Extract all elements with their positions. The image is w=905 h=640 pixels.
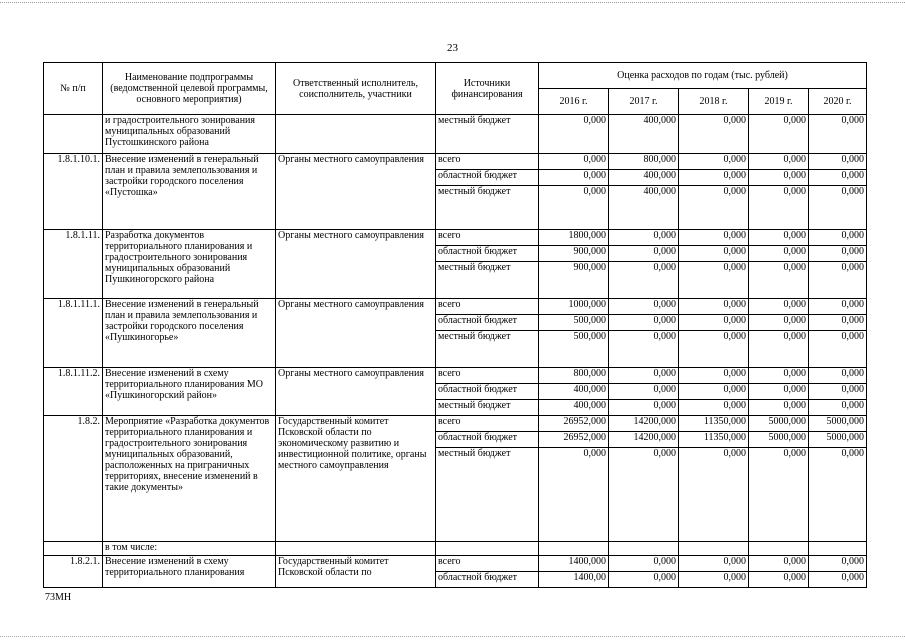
header-year: 2016 г. (539, 89, 609, 115)
amount-cell: 0,000 (679, 384, 749, 400)
amount-cell: 0,000 (749, 170, 809, 186)
amount-cell: 0,000 (679, 154, 749, 170)
empty-cell (539, 542, 609, 556)
header-year: 2018 г. (679, 89, 749, 115)
amount-cell: 0,000 (609, 400, 679, 416)
footer-code: 73МН (45, 592, 72, 603)
amount-cell: 0,000 (809, 230, 867, 246)
amount-cell: 800,000 (609, 154, 679, 170)
funding-source: местный бюджет (436, 262, 539, 299)
amount-cell: 0,000 (539, 154, 609, 170)
amount-cell: 500,000 (539, 315, 609, 331)
amount-cell: 0,000 (609, 246, 679, 262)
item-number: 1.8.1.11.2. (44, 368, 103, 416)
amount-cell: 0,000 (679, 262, 749, 299)
empty-cell (679, 542, 749, 556)
header-executor: Ответственный исполнитель, соисполнитель, участники (276, 63, 436, 115)
table-row (44, 115, 867, 154)
amount-cell: 0,000 (749, 572, 809, 588)
including-label: в том числе: (103, 542, 276, 556)
amount-cell: 5000,000 (749, 432, 809, 448)
amount-cell: 0,000 (749, 556, 809, 572)
amount-cell: 14200,000 (609, 432, 679, 448)
item-number: 1.8.2. (44, 416, 103, 542)
amount-cell: 0,000 (749, 368, 809, 384)
item-executor: Органы местного самоуправления (276, 230, 436, 299)
amount-cell: 0,000 (749, 115, 809, 154)
funding-source: всего (436, 154, 539, 170)
amount-cell: 0,000 (609, 315, 679, 331)
amount-cell: 5000,000 (809, 432, 867, 448)
empty-cell (749, 542, 809, 556)
amount-cell: 0,000 (679, 400, 749, 416)
funding-source: областной бюджет (436, 384, 539, 400)
table-row (44, 299, 867, 315)
table-row (44, 154, 867, 170)
funding-source: областной бюджет (436, 572, 539, 588)
table-row (44, 368, 867, 384)
amount-cell: 0,000 (809, 170, 867, 186)
amount-cell: 1000,000 (539, 299, 609, 315)
amount-cell: 14200,000 (609, 416, 679, 432)
item-name: Мероприятие «Разработка документов территориального планирования и градостроительного зонирования муниципальных образований, расположенных на приграничных территориях, внесение изменений в такие документы» (103, 416, 276, 542)
funding-source: всего (436, 230, 539, 246)
amount-cell: 0,000 (809, 368, 867, 384)
amount-cell: 0,000 (809, 186, 867, 230)
amount-cell: 0,000 (679, 299, 749, 315)
scan-bottom-edge (0, 636, 905, 637)
item-name: Внесение изменений в схему территориального планирования (103, 556, 276, 588)
funding-source: всего (436, 368, 539, 384)
item-name: Внесение изменений в генеральный план и правила землепользования и застройки городского поселения «Пушкиногорье» (103, 299, 276, 368)
expenditure-table (43, 62, 867, 588)
amount-cell: 0,000 (749, 331, 809, 368)
amount-cell: 0,000 (609, 331, 679, 368)
amount-cell: 800,000 (539, 368, 609, 384)
including-row (44, 542, 867, 556)
amount-cell: 1400,00 (539, 572, 609, 588)
item-number: 1.8.1.10.1. (44, 154, 103, 230)
amount-cell: 0,000 (609, 230, 679, 246)
item-executor: Государственный комитет Псковской области по экономическому развитию и инвестиционной политике, органы местного самоуправления (276, 416, 436, 542)
table-body (44, 115, 867, 588)
item-executor: Государственный комитет Псковской области по (276, 556, 436, 588)
amount-cell: 400,000 (539, 400, 609, 416)
header-year: 2020 г. (809, 89, 867, 115)
amount-cell: 0,000 (679, 368, 749, 384)
amount-cell: 0,000 (749, 448, 809, 542)
amount-cell: 0,000 (749, 384, 809, 400)
amount-cell: 0,000 (809, 572, 867, 588)
header-source: Источники финансирования (436, 63, 539, 115)
amount-cell: 11350,000 (679, 416, 749, 432)
amount-cell: 0,000 (609, 299, 679, 315)
amount-cell: 0,000 (539, 170, 609, 186)
funding-source: местный бюджет (436, 115, 539, 154)
amount-cell: 0,000 (809, 556, 867, 572)
amount-cell: 0,000 (749, 262, 809, 299)
amount-cell: 400,000 (609, 115, 679, 154)
amount-cell: 0,000 (749, 400, 809, 416)
amount-cell: 0,000 (809, 262, 867, 299)
item-name: и градостроительного зонирования муниципальных образований Пустошкинского района (103, 115, 276, 154)
amount-cell: 0,000 (679, 556, 749, 572)
funding-source: областной бюджет (436, 432, 539, 448)
amount-cell: 26952,000 (539, 432, 609, 448)
item-number (44, 542, 103, 556)
amount-cell: 0,000 (679, 448, 749, 542)
header-estimate: Оценка расходов по годам (тыс. рублей) (539, 63, 867, 89)
amount-cell: 0,000 (609, 448, 679, 542)
amount-cell: 0,000 (749, 186, 809, 230)
amount-cell: 1400,000 (539, 556, 609, 572)
amount-cell: 5000,000 (809, 416, 867, 432)
amount-cell: 0,000 (609, 368, 679, 384)
amount-cell: 0,000 (749, 299, 809, 315)
table-row (44, 556, 867, 572)
header-name: Наименование подпрограммы (ведомственной целевой программы, основного мероприятия) (103, 63, 276, 115)
amount-cell: 0,000 (679, 315, 749, 331)
amount-cell: 0,000 (609, 556, 679, 572)
amount-cell: 0,000 (679, 115, 749, 154)
item-executor: Органы местного самоуправления (276, 368, 436, 416)
amount-cell: 500,000 (539, 331, 609, 368)
header-year: 2019 г. (749, 89, 809, 115)
amount-cell: 0,000 (679, 331, 749, 368)
item-number: 1.8.2.1. (44, 556, 103, 588)
amount-cell: 0,000 (749, 315, 809, 331)
item-number (44, 115, 103, 154)
item-name: Разработка документов территориального планирования и градостроительного зонирования муниципальных образований Пушкиногорского района (103, 230, 276, 299)
amount-cell: 0,000 (809, 400, 867, 416)
amount-cell: 400,000 (609, 170, 679, 186)
amount-cell: 0,000 (809, 315, 867, 331)
amount-cell: 400,000 (609, 186, 679, 230)
amount-cell: 26952,000 (539, 416, 609, 432)
amount-cell: 0,000 (609, 262, 679, 299)
amount-cell: 0,000 (679, 230, 749, 246)
amount-cell: 0,000 (809, 154, 867, 170)
amount-cell: 1800,000 (539, 230, 609, 246)
amount-cell: 0,000 (749, 154, 809, 170)
amount-cell: 900,000 (539, 246, 609, 262)
funding-source: всего (436, 556, 539, 572)
amount-cell: 0,000 (539, 115, 609, 154)
amount-cell: 0,000 (679, 246, 749, 262)
empty-cell (609, 542, 679, 556)
amount-cell: 0,000 (809, 299, 867, 315)
item-name: Внесение изменений в генеральный план и правила землепользования и застройки городского поселения «Пустошка» (103, 154, 276, 230)
funding-source: местный бюджет (436, 448, 539, 542)
funding-source: областной бюджет (436, 246, 539, 262)
amount-cell: 0,000 (609, 384, 679, 400)
amount-cell: 11350,000 (679, 432, 749, 448)
item-executor: Органы местного самоуправления (276, 299, 436, 368)
amount-cell: 0,000 (679, 170, 749, 186)
amount-cell: 0,000 (679, 572, 749, 588)
funding-source: областной бюджет (436, 315, 539, 331)
amount-cell: 0,000 (539, 186, 609, 230)
funding-source: местный бюджет (436, 400, 539, 416)
empty-cell (276, 542, 436, 556)
table-row (44, 416, 867, 432)
item-executor (276, 115, 436, 154)
empty-cell (809, 542, 867, 556)
scan-top-edge (0, 2, 905, 3)
amount-cell: 0,000 (749, 230, 809, 246)
amount-cell: 0,000 (809, 384, 867, 400)
amount-cell: 0,000 (809, 331, 867, 368)
funding-source: всего (436, 299, 539, 315)
item-name: Внесение изменений в схему территориального планирования МО «Пушкиногорский район» (103, 368, 276, 416)
funding-source: местный бюджет (436, 186, 539, 230)
funding-source: областной бюджет (436, 170, 539, 186)
item-executor: Органы местного самоуправления (276, 154, 436, 230)
header-year: 2017 г. (609, 89, 679, 115)
item-number: 1.8.1.11.1. (44, 299, 103, 368)
amount-cell: 400,000 (539, 384, 609, 400)
table-row (44, 230, 867, 246)
amount-cell: 0,000 (749, 246, 809, 262)
amount-cell: 0,000 (539, 448, 609, 542)
amount-cell: 0,000 (609, 572, 679, 588)
empty-cell (436, 542, 539, 556)
amount-cell: 0,000 (809, 246, 867, 262)
header-no: № п/п (44, 63, 103, 115)
amount-cell: 900,000 (539, 262, 609, 299)
amount-cell: 5000,000 (749, 416, 809, 432)
funding-source: всего (436, 416, 539, 432)
amount-cell: 0,000 (809, 448, 867, 542)
funding-source: местный бюджет (436, 331, 539, 368)
page-number: 23 (447, 42, 458, 54)
amount-cell: 0,000 (809, 115, 867, 154)
item-number: 1.8.1.11. (44, 230, 103, 299)
amount-cell: 0,000 (679, 186, 749, 230)
